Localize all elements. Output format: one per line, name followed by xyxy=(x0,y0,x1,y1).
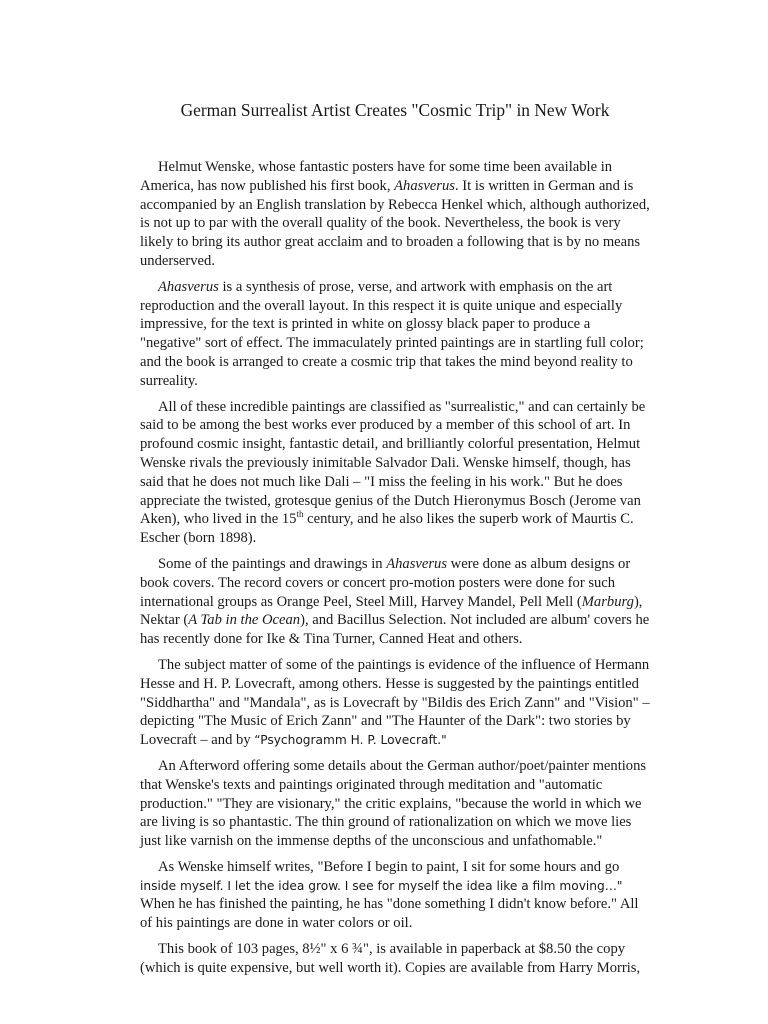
p2-text-1: is a synthesis of prose, verse, and artwork with emphasis on the art reproduction and the overall layout. In this respect it is quite unique and especially impressive, for the text is printed in white on glossy black paper to produce a "negative" sort of effect. The immaculately printed paintings are in startling full color; and the book is arranged to create a cosmic trip that takes the mind beyond reality to surreality. xyxy=(140,278,644,389)
p7-sans-text: inside myself. I let the idea grow. I see for myself the idea like a film moving…" xyxy=(140,878,623,893)
p3-text-1: All of these incredible paintings are classified as "surrealistic," and can certainly be said to be among the best works ever produced by a member of this school of art. In profound cosmic insight, fantastic detail, and brilliantly colorful presentation, Helmut Wenske rivals the previously inimitable Salvador Dali. Wenske himself, though, has said that he does not much like Dali – "I miss the feeling in his work." But he does appreciate the twisted, grotesque genius of the Dutch Hieronymus Bosch (Jerome van Aken), who lived in the 15 xyxy=(140,398,646,528)
article-title: German Surrealist Artist Creates "Cosmic Trip" in New Work xyxy=(180,100,610,120)
p1-text-2: . It is written in German and is accompanied by an English translation by Rebecca Henkel which, although authorized, is not up to par with the overall quality of the book. Nevertheless, the book is very likely to bring its author great acclaim and to broaden a following that is by no means underserved. xyxy=(140,177,650,269)
p4-italic-marburg: Marburg xyxy=(581,593,634,610)
p8-text-1: This book of 103 pages, 8½" x 6 ¾", is available in paperback at $8.50 the copy (which is quite expensive, but well worth it). Copies are available from Harry Morris, xyxy=(140,941,641,976)
paragraph-2 xyxy=(140,278,650,391)
p1-text-1: Helmut Wenske, whose fantastic posters have for some time been available in America, has now published his first book, xyxy=(140,159,613,194)
p6-text-1: An Afterword offering some details about the German author/poet/painter mentions that Wenske's texts and paintings originated through meditation and "automatic production." "They are visionary," the critic explains, "because the world in which we are living is so phantastic. The thin ground of rationalization on which we move lies just like varnish on the immense depths of the unconscious and unfathomable." xyxy=(140,757,647,850)
paragraph-5 xyxy=(140,656,650,750)
paragraph-6 xyxy=(140,757,650,851)
p7-text-1: As Wenske himself writes, "Before I begin to paint, I sit for some hours and go xyxy=(158,858,620,875)
p7-text-2: When he has finished the painting, he has "done something I didn't know before." All of his paintings are done in water colors or oil. xyxy=(140,896,639,932)
paragraph-4 xyxy=(140,555,650,649)
p3-superscript: th xyxy=(296,509,304,520)
p4-text-2: were done as album designs or book covers. The record covers or concert pro-motion posters were done for such international groups as Orange Peel, Steel Mill, Harvey Mandel, Pell Mell ( xyxy=(140,555,631,610)
paragraph-1 xyxy=(140,158,650,271)
paragraph-8 xyxy=(140,940,650,978)
p4-text-4: ), and Bacillus Selection. Not included are album' covers he has recently done for Ike & Tina Turner, Canned Heat and others. xyxy=(140,612,650,648)
p2-book-title: Ahasverus xyxy=(158,278,219,295)
paragraph-3 xyxy=(140,398,650,548)
p4-text-1: Some of the paintings and drawings in xyxy=(158,555,387,572)
p3-text-2: century, and he also likes the superb work of Maurtis C. Escher (born 1898). xyxy=(140,511,634,547)
p5-sans-text: “Psychogramm H. P. Lovecraft." xyxy=(254,733,447,748)
p1-book-title: Ahasverus xyxy=(394,177,455,194)
paragraph-7 xyxy=(140,858,650,933)
p4-italic-album: A Tab in the Ocean xyxy=(188,612,301,629)
p4-book-title: Ahasverus xyxy=(386,555,448,572)
p4-text-3: ), Nektar ( xyxy=(140,593,643,629)
p5-text-1: The subject matter of some of the paintings is evidence of the influence of Hermann Hesse and H. P. Lovecraft, among others. Hesse is suggested by the paintings entitled "Siddhartha" and "Mandala", as is Lovecraft by "Bildis des Erich Zann" and "Vision" – depicting "The Music of Erich Zann" and "The Haunter of the Dark": two stories by Lovecraft – and by xyxy=(140,656,650,749)
